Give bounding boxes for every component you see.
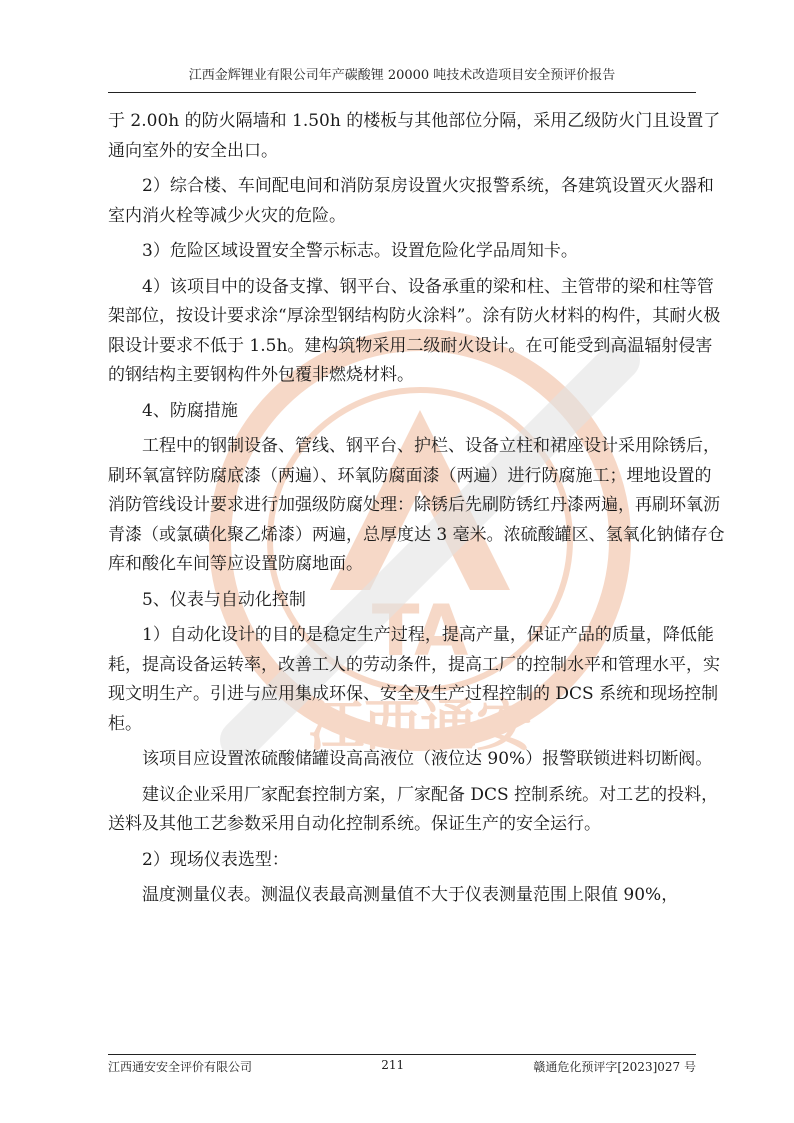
heading-instrumentation: 5、仪表与自动化控制 <box>142 589 306 610</box>
header-rule <box>108 92 696 93</box>
watermark-name: 江西通安 <box>308 694 532 759</box>
body-text <box>108 107 728 917</box>
page-footer <box>108 1058 696 1075</box>
footer-page-number: 211 <box>381 1058 405 1072</box>
footer-company: 江西通安安全评价有限公司 <box>108 1060 253 1074</box>
footer-document-number: 赣通危化预评字[2023]027 号 <box>533 1060 696 1074</box>
footer-rule <box>108 1054 696 1055</box>
paragraph-anticorrosion: 工程中的钢制设备、管线、钢平台、护栏、设备立柱和裙座设计采用除锈后，刷环氧富锌防腐底漆（两遍）、环氧防腐面漆（两遍）进行防腐施工；埋地设置的消防管线设计要求进行加强级防腐处理：除锈后先刷防锈红丹漆两遍，再刷环氧沥青漆（或氯磺化聚乙烯漆）两遍，总厚度达 3 毫米。浓硫酸罐区、氢氧化钠储存仓库和酸化车间等应设置防腐地面。 <box>108 436 725 574</box>
paragraph-fireproof-coating: 4）该项目中的设备支撑、钢平台、设备承重的梁和柱、主管带的梁和柱等管架部位，按设计要求涂“厚涂型钢结构防火涂料”。涂有防火材料的构件，其耐火极限设计要求不低于 1.5h。建构筑物采用二级耐火设计。在可能受到高温辐射侵害的钢结构主要钢构件外包覆非燃烧材料。 <box>108 276 721 385</box>
watermark-letters: TA <box>371 590 469 672</box>
paragraph-continuation: 于 2.00h 的防火隔墙和 1.50h 的楼板与其他部位分隔，采用乙级防火门且设置了通向室外的安全出口。 <box>108 111 721 161</box>
paragraph-fire-alarm: 2）综合楼、车间配电间和消防泵房设置火灾报警系统，各建筑设置灭火器和室内消火栓等减少火灾的危险。 <box>108 176 714 226</box>
paragraph-temperature: 温度测量仪表。测温仪表最高测量值不大于仪表测量范围上限值 90%， <box>142 885 679 905</box>
paragraph-field-instruments: 2）现场仪表选型： <box>142 849 289 870</box>
page-header: 江西金辉锂业有限公司年产碳酸锂 20000 吨技术改造项目安全预评价报告 <box>188 68 616 83</box>
paragraph-warning-signs: 3）危险区域设置安全警示标志。设置危险化学品周知卡。 <box>142 241 578 261</box>
heading-anticorrosion: 4、防腐措施 <box>142 400 238 421</box>
paragraph-tank-level: 该项目应设置浓硫酸储罐设高高液位（液位达 90%）报警联锁进料切断阀。 <box>142 749 713 769</box>
paragraph-dcs: 建议企业采用厂家配套控制方案，厂家配备 DCS 控制系统。对工艺的投料，送料及其他工艺参数采用自动化控制系统。保证生产的安全运行。 <box>108 784 719 834</box>
paragraph-automation: 1）自动化设计的目的是稳定生产过程，提高产量，保证产品的质量，降低能耗，提高设备运转率，改善工人的劳动条件，提高工厂的控制水平和管理水平，实现文明生产。引进与应用集成环保、安全及生产过程控制的 DCS 系统和现场控制柜。 <box>108 625 720 734</box>
